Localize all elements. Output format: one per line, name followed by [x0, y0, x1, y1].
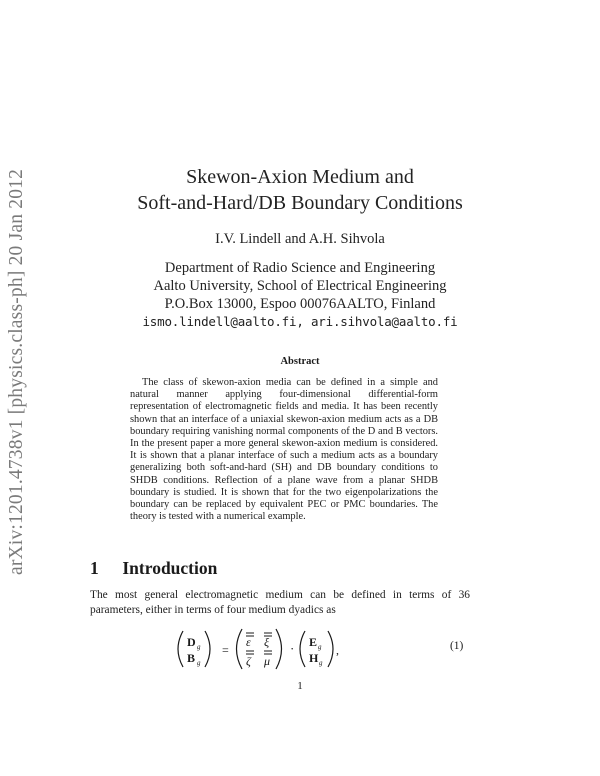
equation-number: (1) [450, 640, 464, 652]
eq-equals: = [222, 643, 229, 657]
eq-zeta: ζ [246, 654, 251, 668]
eq-xi: ξ [264, 635, 270, 649]
intro-paragraph: The most general electromagnetic medium can be defined in terms of 36 parameters, either in terms of four medium dyadics as [90, 589, 470, 616]
eq-D: D [187, 635, 196, 649]
equation-1 [170, 628, 470, 670]
section-number: 1 [90, 558, 99, 578]
eq-dot: · [290, 641, 295, 656]
title-line-1: Skewon-Axion Medium and [186, 166, 414, 188]
eq-trailing-comma: , [336, 643, 339, 657]
paper-title [80, 164, 520, 216]
abstract-text: The class of skewon-axion media can be defined in a simple and natural manner applying four-dimensional differential-form representation of electromagnetic fields and media. It has been recently shown that an interface of a uniaxial skewon-axion medium acts as a DB boundary requiring vanishing normal components of the D and B vectors. In the present paper a more general skewon-axion medium is considered. It is shown that a planar interface of such a medium acts as a boundary generalizing both soft-and-hard (SH) and DB boundary conditions to SHDB conditions. Reflection of a plane wave from a planar SHDB boundary is studied. It is shown that for the two eigenpolarizations the boundary can be replaced by equivalent PEC or PMC boundaries. The theory is tested with a numerical example. [130, 377, 438, 523]
affiliation-address: P.O.Box 13000, Espoo 00076AALTO, Finland [164, 296, 436, 312]
eq-E: E [309, 635, 318, 649]
arxiv-identifier-stamp: arXiv:1201.4738v1 [physics.class-ph] 20 Jan 2012 [6, 168, 27, 575]
author-emails: ismo.lindell@aalto.fi, ari.sihvola@aalto.fi [142, 314, 458, 329]
section-title: Introduction [122, 558, 218, 578]
affiliation-university: Aalto University, School of Electrical Engineering [153, 278, 447, 294]
abstract-heading: Abstract [280, 356, 320, 367]
affiliation [80, 259, 520, 331]
affiliation-department: Department of Radio Science and Engineering [164, 260, 436, 276]
eq-H: H [309, 651, 319, 665]
eq-E-sub: g [318, 643, 322, 651]
title-line-2: Soft-and-Hard/DB Boundary Conditions [137, 192, 463, 214]
eq-B: B [187, 651, 196, 665]
eq-mu: μ [264, 654, 271, 668]
eq-H-sub: g [319, 659, 323, 667]
section-heading [90, 558, 217, 579]
eq-D-sub: g [197, 643, 201, 651]
eq-B-sub: g [197, 659, 201, 667]
eq-epsilon: ε [246, 635, 251, 649]
authors: I.V. Lindell and A.H. Sihvola [215, 231, 385, 247]
page-number: 1 [297, 680, 303, 692]
